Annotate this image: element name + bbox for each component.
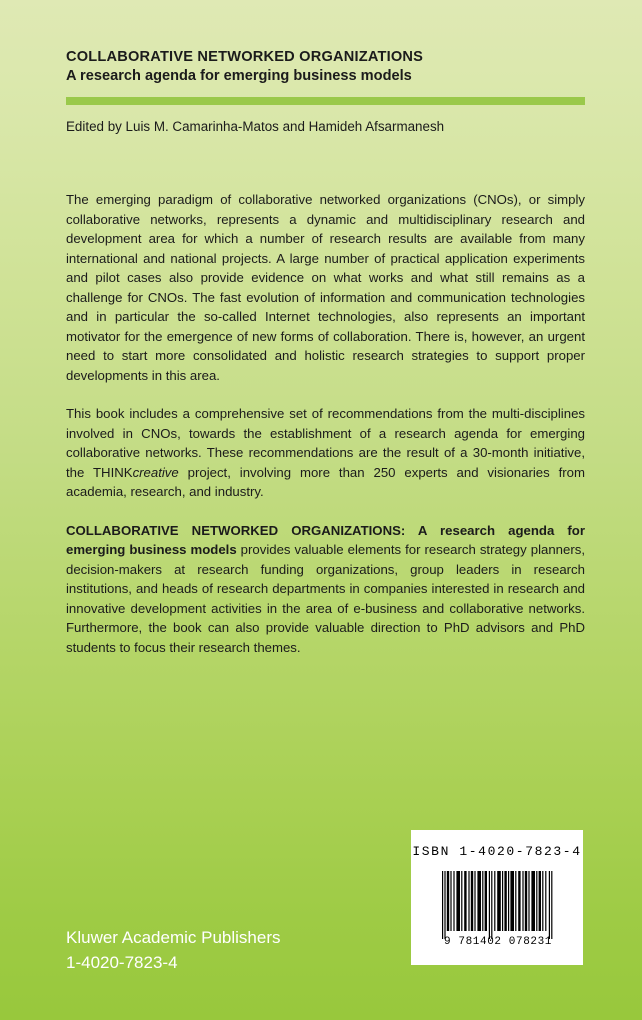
blurb-body <box>66 190 585 657</box>
isbn-label: ISBN 1-4020-7823-4 <box>412 844 582 859</box>
blurb-p2-italic: creative <box>132 464 179 480</box>
blurb-p2-part2: project, involving more than 250 experts and visionaries from academia, research, and industry. <box>66 464 585 499</box>
blurb-paragraph-2 <box>66 404 585 502</box>
title-divider <box>66 97 585 105</box>
blurb-p3-bold-title: COLLABORATIVE NETWORKED ORGANIZATIONS: A research agenda for emerging business models <box>66 522 585 557</box>
publisher-isbn: 1-4020-7823-4 <box>66 953 178 972</box>
blurb-p3-rest: provides valuable elements for research strategy planners, decision-makers at research funding organizations, group leaders in research institutions, and heads of research departments in companies interested in research and innovative development activities in the area of e-business and collaborative networks. Furthermore, the book can also provide valuable direction to PhD advisors and PhD students to focus their research themes. <box>66 542 585 655</box>
page-subtitle: A research agenda for emerging business models <box>66 68 412 84</box>
blurb-paragraph-1: The emerging paradigm of collaborative networked organizations (CNOs), or simply collaborative networks, represents a dynamic and multidisciplinary research and development area for which a number of research results are available from many international and national projects. A large number of practical application experiments and pilot cases also provide evidence on what works and what still remains as a challenge for CNOs. The fast evolution of information and communication technologies and in particular the so-called Internet technologies, also represents an important motivator for the emergence of new forms of collaboration. There is, however, an urgent need to start more consolidated and holistic research strategies to support proper developments in this area. <box>66 192 585 383</box>
editors-line: Edited by Luis M. Camarinha-Matos and Hamideh Afsarmanesh <box>66 119 445 134</box>
title-block <box>66 48 586 86</box>
blurb-paragraph-3 <box>66 521 585 658</box>
ean13-barcode <box>442 871 554 939</box>
barcode-bars-svg <box>442 871 554 939</box>
blurb-p2-part1: This book includes a comprehensive set of recommendations from the multi-disciplines involved in CNOs, towards the establishment of a research agenda for emerging collaborative networks. These recommendations are the result of a 30-month initiative, the THINK <box>66 406 585 480</box>
publisher-name: Kluwer Academic Publishers <box>66 928 281 947</box>
page-title: COLLABORATIVE NETWORKED ORGANIZATIONS <box>66 49 424 65</box>
ean13-digits: 9 781402 078231 <box>443 936 553 948</box>
publisher-block <box>66 925 386 975</box>
isbn-barcode-panel <box>411 830 583 965</box>
